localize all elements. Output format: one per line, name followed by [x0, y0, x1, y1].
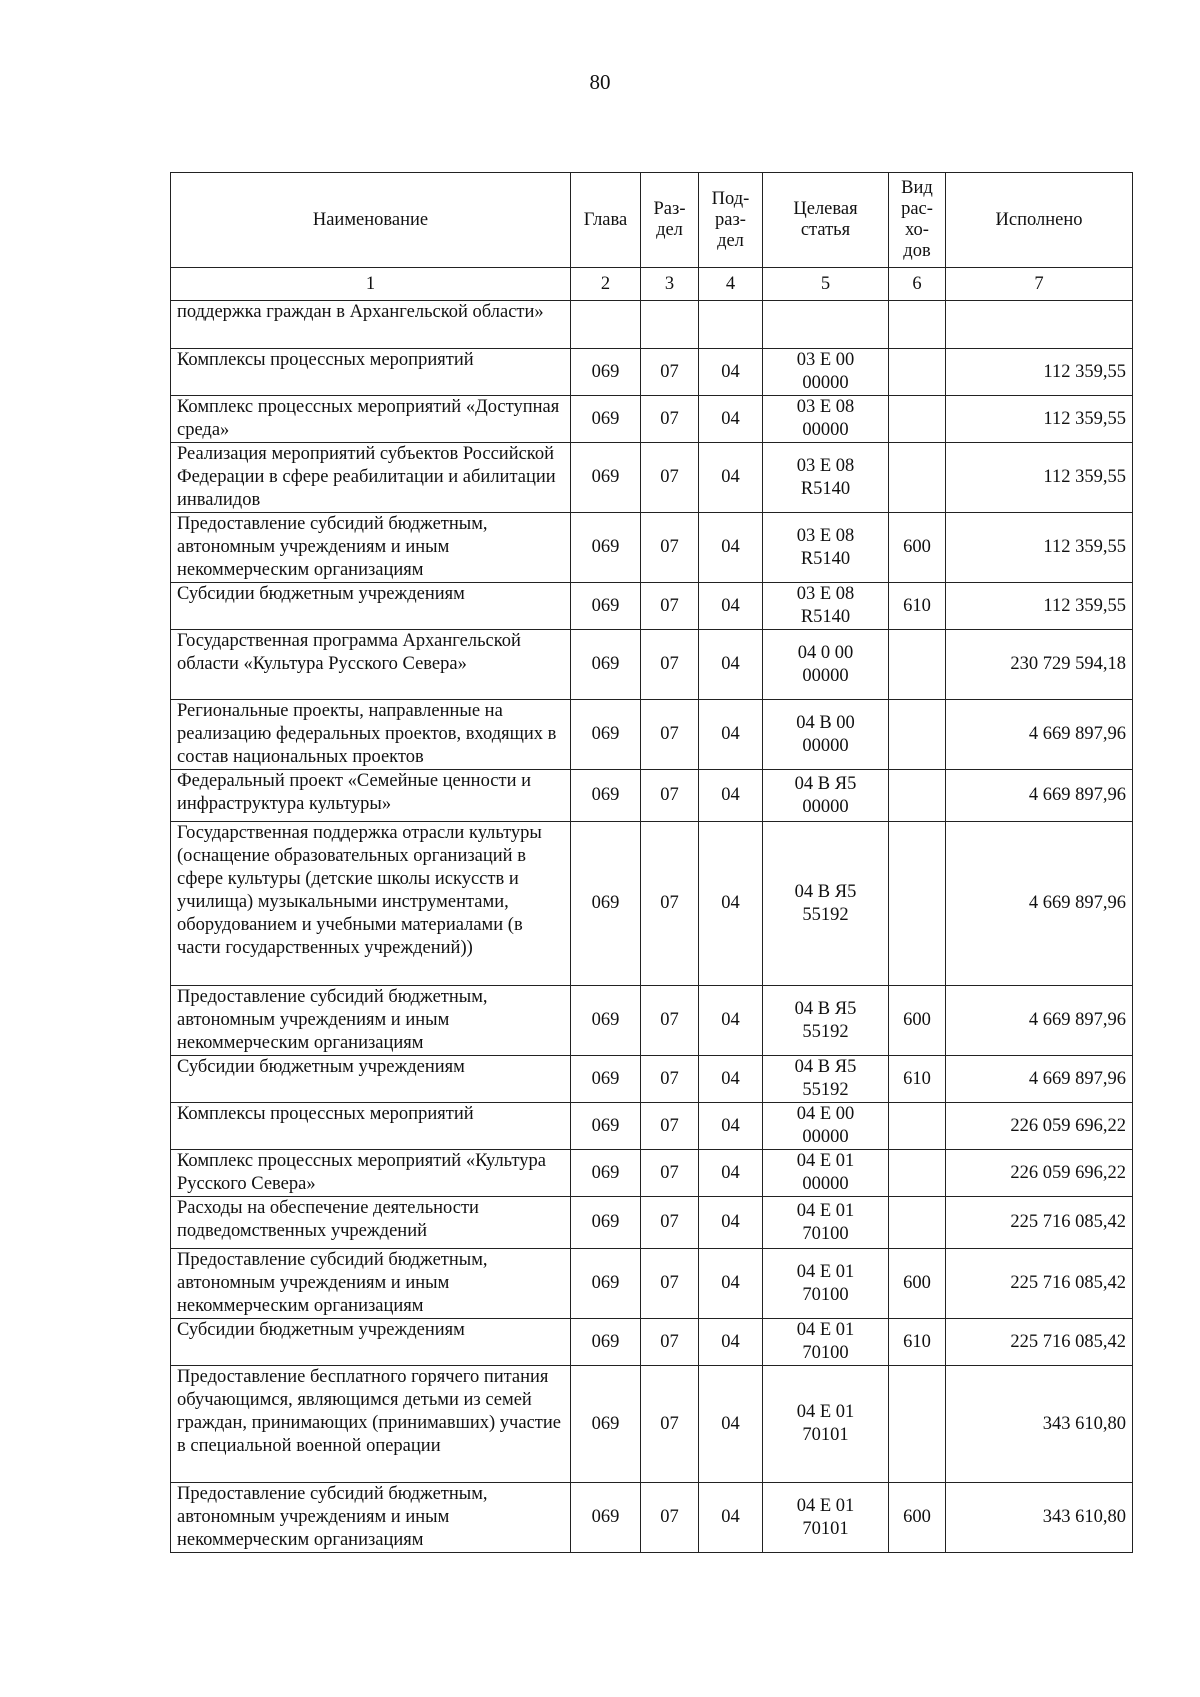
table-row	[171, 1249, 1133, 1319]
row-expense-type	[889, 630, 946, 700]
row-executed: 225 716 085,42	[946, 1249, 1133, 1319]
row-executed	[946, 301, 1133, 349]
row-expense-type	[889, 1197, 946, 1249]
row-name: Региональные проекты, направленные на реализацию федеральных проектов, входящих в состав национальных проектов	[171, 700, 571, 770]
row-name: Реализация мероприятий субъектов Российской Федерации в сфере реабилитации и абилитации инвалидов	[171, 443, 571, 513]
row-expense-type	[889, 770, 946, 822]
row-expense-type	[889, 1366, 946, 1483]
row-chapter: 069	[571, 396, 641, 443]
table-row	[171, 396, 1133, 443]
row-executed: 4 669 897,96	[946, 700, 1133, 770]
row-name: Предоставление бесплатного горячего питания обучающимся, являющимся детьми из семей граждан, принимающих (принимавших) участие в специальной военной операции	[171, 1366, 571, 1483]
table-row	[171, 1366, 1133, 1483]
row-name: Предоставление субсидий бюджетным, автономным учреждениям и иным некоммерческим организациям	[171, 1249, 571, 1319]
row-executed: 343 610,80	[946, 1483, 1133, 1553]
table-row	[171, 513, 1133, 583]
row-target: 04 Е 01 70100	[763, 1197, 889, 1249]
table-row	[171, 443, 1133, 513]
row-chapter: 069	[571, 443, 641, 513]
row-executed: 225 716 085,42	[946, 1197, 1133, 1249]
table-row	[171, 986, 1133, 1056]
row-expense-type	[889, 443, 946, 513]
row-target: 04 Е 01 70100	[763, 1249, 889, 1319]
row-expense-type: 600	[889, 1483, 946, 1553]
row-executed: 112 359,55	[946, 513, 1133, 583]
row-subsection: 04	[699, 349, 763, 396]
table-row	[171, 822, 1133, 986]
row-section: 07	[641, 1150, 699, 1197]
row-expense-type	[889, 822, 946, 986]
row-chapter: 069	[571, 349, 641, 396]
row-target: 04 Е 01 70101	[763, 1483, 889, 1553]
row-executed: 4 669 897,96	[946, 822, 1133, 986]
row-expense-type: 610	[889, 1319, 946, 1366]
row-section: 07	[641, 1319, 699, 1366]
row-subsection: 04	[699, 443, 763, 513]
table-row	[171, 1103, 1133, 1150]
row-target: 04 В Я5 55192	[763, 822, 889, 986]
row-subsection: 04	[699, 1366, 763, 1483]
row-section: 07	[641, 986, 699, 1056]
table-row	[171, 1483, 1133, 1553]
row-section: 07	[641, 822, 699, 986]
row-subsection: 04	[699, 986, 763, 1056]
column-number: 2	[571, 268, 641, 301]
row-section: 07	[641, 443, 699, 513]
table-row	[171, 1319, 1133, 1366]
row-section: 07	[641, 583, 699, 630]
row-section: 07	[641, 1197, 699, 1249]
row-target: 04 В Я5 55192	[763, 1056, 889, 1103]
row-name: Предоставление субсидий бюджетным, автономным учреждениям и иным некоммерческим организациям	[171, 986, 571, 1056]
row-section: 07	[641, 513, 699, 583]
table-row	[171, 1150, 1133, 1197]
row-name: Расходы на обеспечение деятельности подведомственных учреждений	[171, 1197, 571, 1249]
row-executed: 4 669 897,96	[946, 986, 1133, 1056]
header-chapter: Глава	[571, 173, 641, 268]
row-section: 07	[641, 770, 699, 822]
row-target: 03 Е 08 R5140	[763, 513, 889, 583]
row-section: 07	[641, 700, 699, 770]
row-expense-type	[889, 396, 946, 443]
row-subsection: 04	[699, 396, 763, 443]
row-expense-type	[889, 349, 946, 396]
row-subsection: 04	[699, 1249, 763, 1319]
row-name: Комплексы процессных мероприятий	[171, 349, 571, 396]
row-executed: 112 359,55	[946, 583, 1133, 630]
row-section: 07	[641, 1366, 699, 1483]
row-executed: 112 359,55	[946, 443, 1133, 513]
row-name: Комплекс процессных мероприятий «Доступная среда»	[171, 396, 571, 443]
row-chapter: 069	[571, 822, 641, 986]
table-row	[171, 349, 1133, 396]
row-target	[763, 301, 889, 349]
row-section: 07	[641, 1056, 699, 1103]
row-chapter: 069	[571, 1249, 641, 1319]
header-section: Раз- дел	[641, 173, 699, 268]
row-subsection: 04	[699, 1319, 763, 1366]
row-subsection: 04	[699, 1056, 763, 1103]
column-number: 4	[699, 268, 763, 301]
column-number: 6	[889, 268, 946, 301]
row-target: 04 В 00 00000	[763, 700, 889, 770]
row-name: Государственная программа Архангельской области «Культура Русского Севера»	[171, 630, 571, 700]
table-row	[171, 1056, 1133, 1103]
row-executed: 226 059 696,22	[946, 1103, 1133, 1150]
row-subsection: 04	[699, 770, 763, 822]
row-chapter: 069	[571, 1103, 641, 1150]
row-target: 04 Е 00 00000	[763, 1103, 889, 1150]
row-executed: 112 359,55	[946, 349, 1133, 396]
row-chapter: 069	[571, 986, 641, 1056]
row-expense-type: 610	[889, 583, 946, 630]
row-target: 04 В Я5 00000	[763, 770, 889, 822]
column-number-row	[171, 268, 1133, 301]
row-section: 07	[641, 349, 699, 396]
header-expense-type: Вид рас- хо- дов	[889, 173, 946, 268]
row-expense-type	[889, 301, 946, 349]
column-number: 7	[946, 268, 1133, 301]
row-name: Субсидии бюджетным учреждениям	[171, 583, 571, 630]
row-subsection: 04	[699, 630, 763, 700]
row-name: поддержка граждан в Архангельской области»	[171, 301, 571, 349]
row-target: 03 Е 08 R5140	[763, 583, 889, 630]
row-subsection: 04	[699, 1197, 763, 1249]
row-subsection: 04	[699, 583, 763, 630]
row-name: Государственная поддержка отрасли культуры (оснащение образовательных организаций в сфере культуры (детские школы искусств и училища) музыкальными инструментами, оборудованием и учебными материалами (в части государственных учреждений))	[171, 822, 571, 986]
row-executed: 4 669 897,96	[946, 1056, 1133, 1103]
row-chapter: 069	[571, 1483, 641, 1553]
budget-table	[170, 172, 1133, 1553]
row-subsection: 04	[699, 1483, 763, 1553]
row-executed: 4 669 897,96	[946, 770, 1133, 822]
column-number: 1	[171, 268, 571, 301]
row-executed: 225 716 085,42	[946, 1319, 1133, 1366]
header-target: Целевая статья	[763, 173, 889, 268]
row-target: 03 Е 00 00000	[763, 349, 889, 396]
row-expense-type: 600	[889, 986, 946, 1056]
column-number: 5	[763, 268, 889, 301]
row-chapter: 069	[571, 1056, 641, 1103]
row-section: 07	[641, 396, 699, 443]
row-section: 07	[641, 1249, 699, 1319]
header-row	[171, 173, 1133, 268]
row-section	[641, 301, 699, 349]
row-executed: 112 359,55	[946, 396, 1133, 443]
row-chapter: 069	[571, 1150, 641, 1197]
row-subsection: 04	[699, 822, 763, 986]
row-expense-type	[889, 1150, 946, 1197]
row-target: 04 Е 01 70101	[763, 1366, 889, 1483]
row-target: 04 0 00 00000	[763, 630, 889, 700]
column-number: 3	[641, 268, 699, 301]
row-subsection: 04	[699, 1103, 763, 1150]
row-section: 07	[641, 1483, 699, 1553]
row-expense-type: 600	[889, 513, 946, 583]
row-section: 07	[641, 1103, 699, 1150]
row-expense-type	[889, 1103, 946, 1150]
row-subsection	[699, 301, 763, 349]
row-chapter: 069	[571, 1366, 641, 1483]
header-subsection: Под- раз- дел	[699, 173, 763, 268]
row-name: Федеральный проект «Семейные ценности и инфраструктура культуры»	[171, 770, 571, 822]
row-executed: 226 059 696,22	[946, 1150, 1133, 1197]
table-row	[171, 301, 1133, 349]
page-number: 80	[589, 70, 611, 94]
row-target: 04 В Я5 55192	[763, 986, 889, 1056]
row-subsection: 04	[699, 513, 763, 583]
row-name: Предоставление субсидий бюджетным, автономным учреждениям и иным некоммерческим организациям	[171, 1483, 571, 1553]
row-target: 04 Е 01 70100	[763, 1319, 889, 1366]
table-row	[171, 770, 1133, 822]
row-name: Субсидии бюджетным учреждениям	[171, 1056, 571, 1103]
row-expense-type: 600	[889, 1249, 946, 1319]
row-chapter: 069	[571, 700, 641, 770]
row-expense-type	[889, 700, 946, 770]
row-target: 04 Е 01 00000	[763, 1150, 889, 1197]
row-target: 03 Е 08 R5140	[763, 443, 889, 513]
row-chapter: 069	[571, 1197, 641, 1249]
table-row	[171, 630, 1133, 700]
row-expense-type: 610	[889, 1056, 946, 1103]
table-row	[171, 1197, 1133, 1249]
header-executed: Исполнено	[946, 173, 1133, 268]
row-executed: 343 610,80	[946, 1366, 1133, 1483]
row-name: Субсидии бюджетным учреждениям	[171, 1319, 571, 1366]
row-name: Предоставление субсидий бюджетным, автономным учреждениям и иным некоммерческим организациям	[171, 513, 571, 583]
row-chapter: 069	[571, 583, 641, 630]
row-chapter	[571, 301, 641, 349]
row-subsection: 04	[699, 700, 763, 770]
row-chapter: 069	[571, 630, 641, 700]
row-subsection: 04	[699, 1150, 763, 1197]
row-chapter: 069	[571, 513, 641, 583]
row-chapter: 069	[571, 1319, 641, 1366]
header-name: Наименование	[171, 173, 571, 268]
row-section: 07	[641, 630, 699, 700]
row-name: Комплексы процессных мероприятий	[171, 1103, 571, 1150]
table-row	[171, 700, 1133, 770]
row-name: Комплекс процессных мероприятий «Культура Русского Севера»	[171, 1150, 571, 1197]
row-target: 03 Е 08 00000	[763, 396, 889, 443]
table-row	[171, 583, 1133, 630]
row-executed: 230 729 594,18	[946, 630, 1133, 700]
row-chapter: 069	[571, 770, 641, 822]
